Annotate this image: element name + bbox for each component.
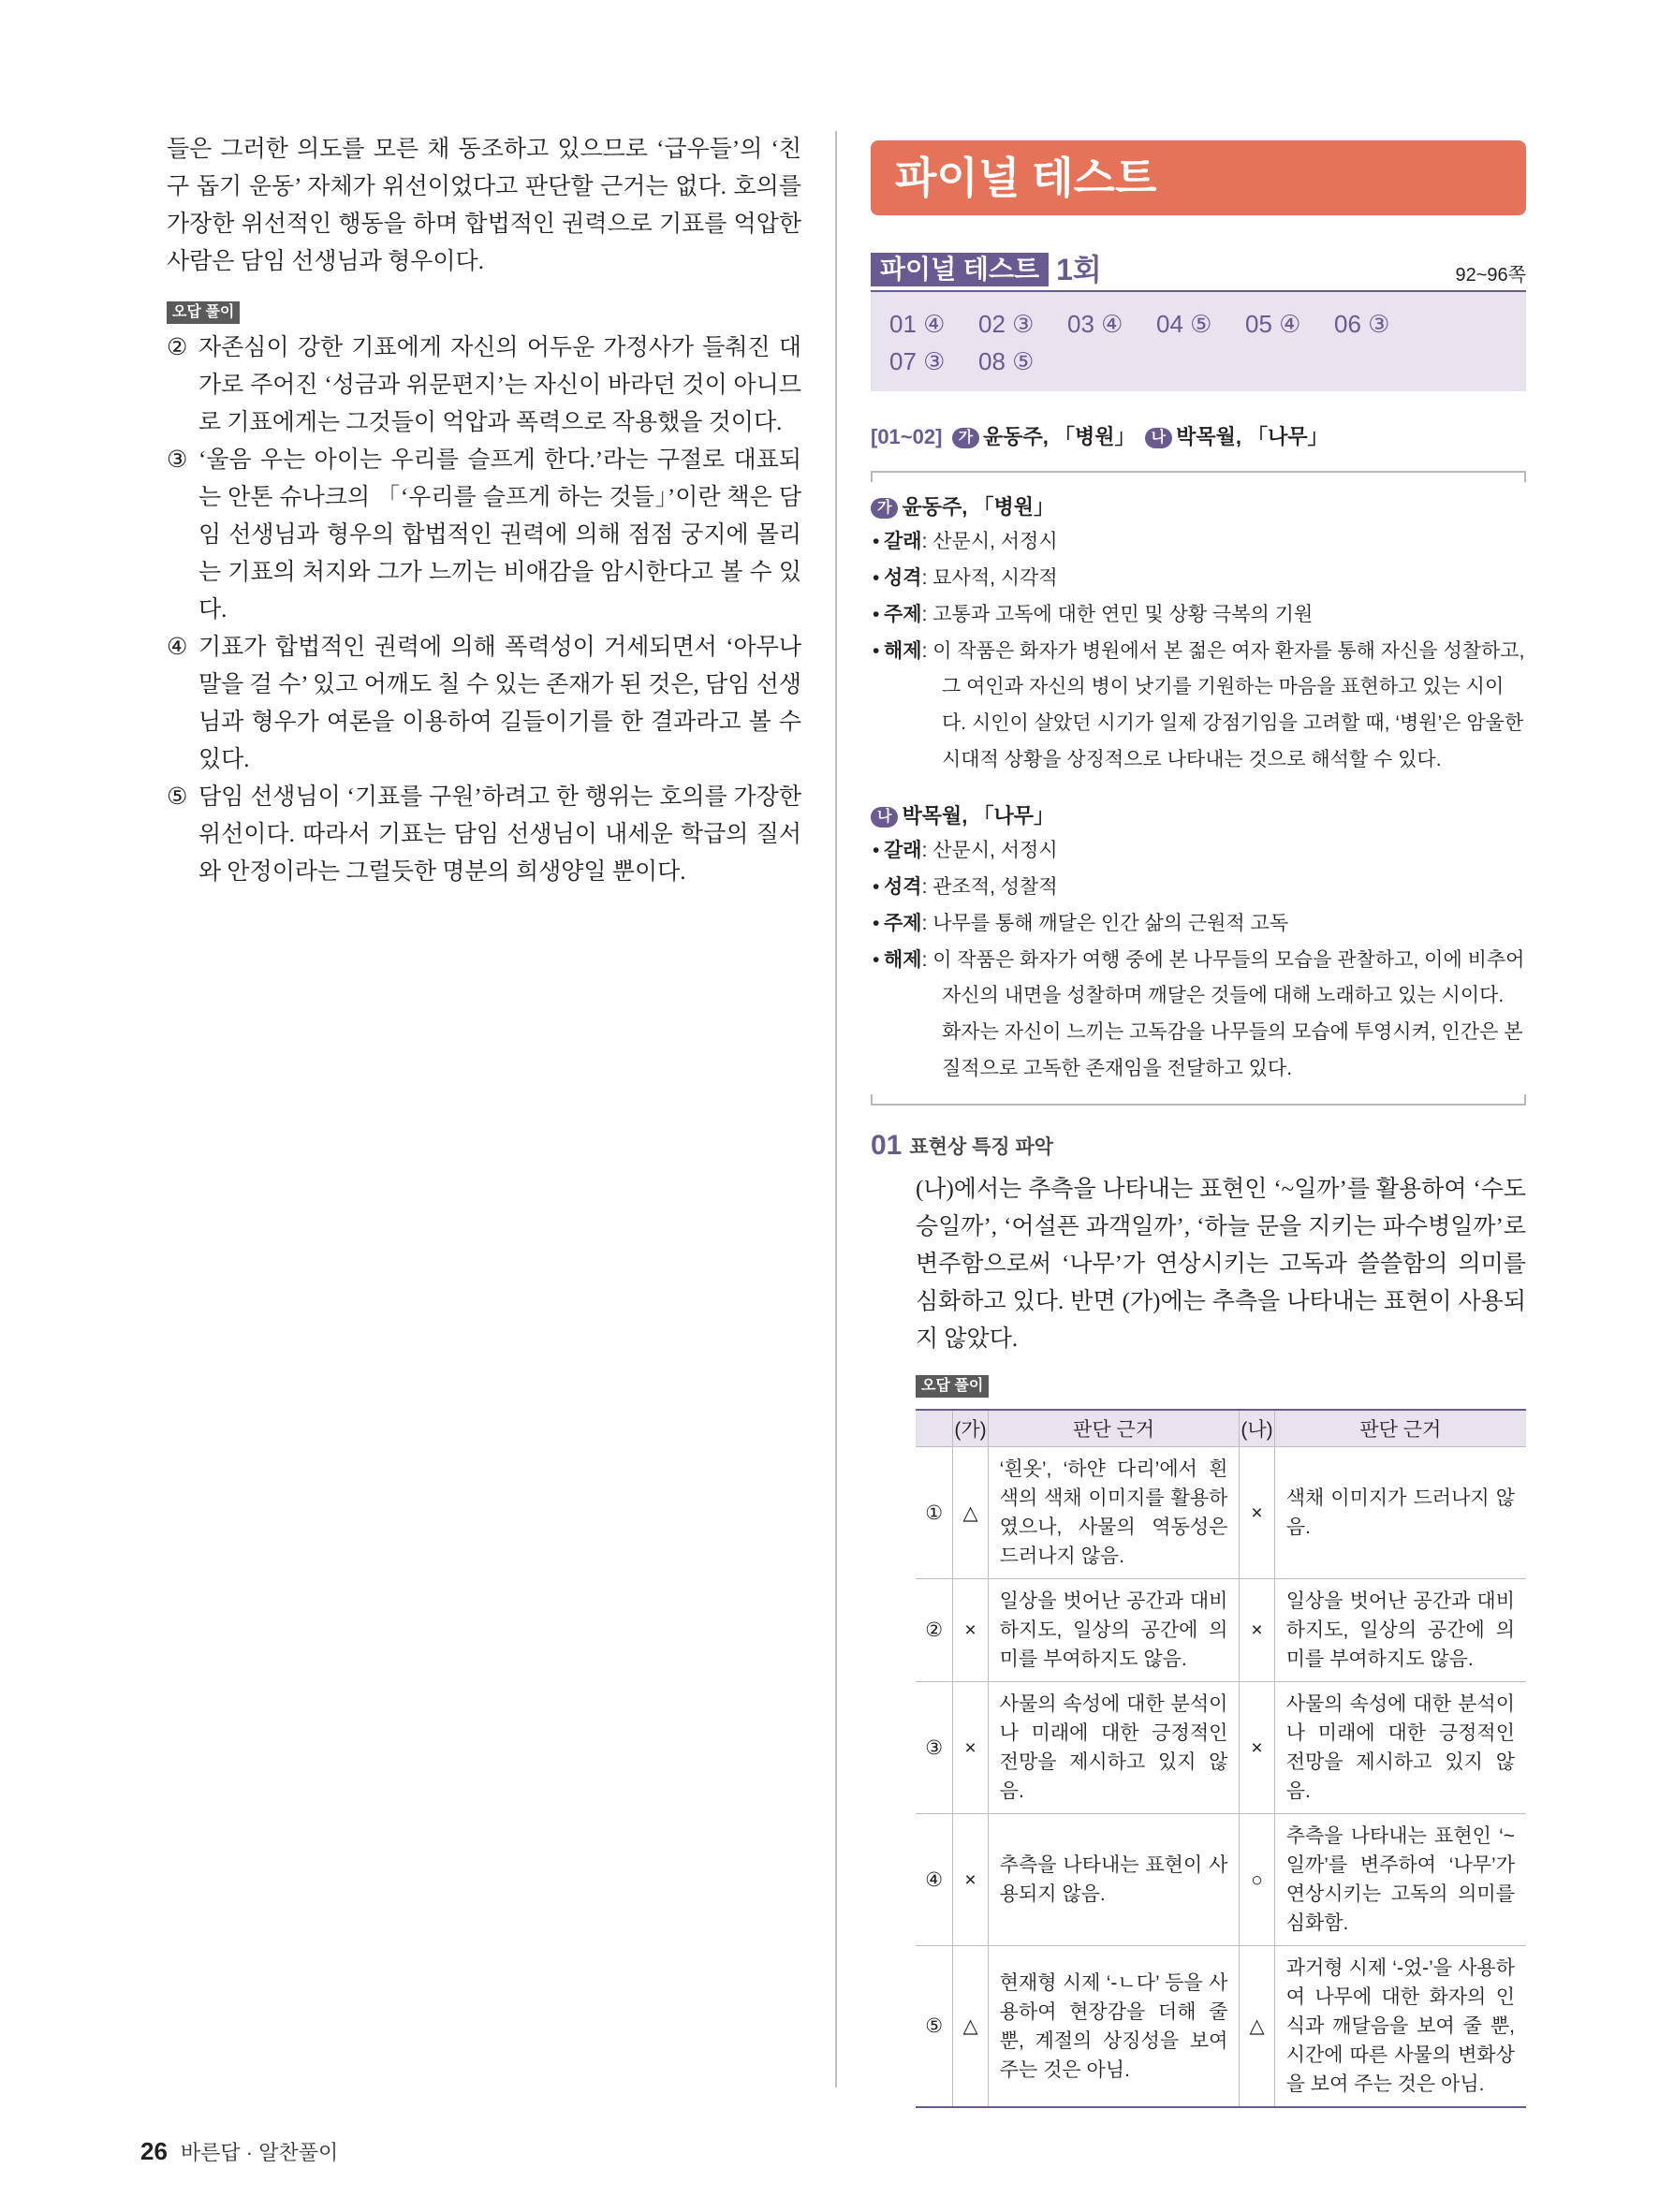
answer-item: 01 ④ [889,310,946,338]
answer-item: 05 ④ [1245,310,1301,338]
column-divider [835,131,837,2087]
table-row: ④ × 추측을 나타내는 표현이 사용되지 않음. ○ 추측을 나타내는 표현인 ‘~일까’를 변주하여 ‘나무’가 연상시키는 고독의 의미를 심화함. [916,1814,1526,1946]
answer-item: 02 ③ [978,310,1035,338]
test-header [871,253,1526,286]
info-row: • 해제: 이 작품은 화자가 여행 중에 본 나무들의 모습을 관찰하고, 이에 비추어 [873,949,1525,971]
work-title-a: 가 윤동주, 「병원」 [871,491,1526,523]
table-header: (가) 판단 근거 (나) 판단 근거 [916,1410,1526,1447]
wrong-answer-tag: 오답 풀이 [916,1375,989,1398]
info-row: • 갈래: 산문시, 서정시 [873,531,1058,552]
explanation: (나)에서는 추측을 나타내는 표현인 ‘~일까’를 활용하여 ‘수도승일까’, ‘어설픈 과객일까’, ‘하늘 문을 지키는 파수병일까’로 변주함으로써 ‘나무’가 연상시키는 고독과 쓸쓸함의 의미를 심화하고 있다. 반면 (가)에는 추측을 나타내는 표현이 사용되지 않았다. [916,1177,1526,1352]
list-item: ④ 기표가 합법적인 권력에 의해 폭력성이 거세되면서 ‘아무나 말을 걸 수’ 있고 어깨도 칠 수 있는 존재가 된 것은, 담임 선생님과 형우가 여론을 이용하여 길들이기를 한 결과라고 볼 수 있다. [167,635,801,772]
info-row: • 주제: 고통과 고독에 대한 연민 및 상황 극복의 기원 [873,604,1314,625]
table-row: ③ × 사물의 속성에 대한 분석이나 미래에 대한 긍정적인 전망을 제시하고 있지 않음. × 사물의 속성에 대한 분석이나 미래에 대한 긍정적인 전망을 제시하고 있지 않음. [916,1682,1526,1814]
page-footer [140,2137,338,2166]
answer-item: 08 ⑤ [978,347,1035,375]
wrong-answer-tag: 오답 풀이 [167,301,240,324]
info-continuation: 그 여인과 자신의 병이 낫기를 기원하는 마음을 표현하고 있는 시이다. 시인이 살았던 시기가 일제 강점기임을 고려할 때, ‘병원’은 암울한 시대적 상황을 상징적으로 나타내는 것으로 해석할 수 있다. [942,676,1524,770]
table-row: ⑤ △ 현재형 시제 ‘-ㄴ다’ 등을 사용하여 현장감을 더해 줄 뿐, 계절의 상징성을 보여 주는 것은 아님. △ 과거형 시제 ‘-었-’을 사용하여 나무에 대한 화자의 인식과 깨달음을 보여 줄 뿐, 시간에 따른 사물의 변화상을 보여 주는 것은 아님. [916,1946,1526,2108]
section-banner: 파이널 테스트 [871,140,1526,215]
book-title: 바른답 · 알찬풀이 [180,2141,339,2164]
answer-key [871,290,1526,391]
left-column [167,131,801,891]
test-label: 파이널 테스트 [871,253,1049,286]
info-row: • 해제: 이 작품은 화자가 병원에서 본 젊은 여자 환자를 통해 자신을 성찰하고, [873,640,1525,662]
work-title-b: 나 박목월, 「나무」 [871,800,1526,832]
list-item: ② 자존심이 강한 기표에게 자신의 어두운 가정사가 들춰진 대가로 주어진 ‘성금과 위문편지’는 자신이 바라던 것이 아니므로 기표에게는 그것들이 억압과 폭력으로 작용했을 것이다. [167,335,801,435]
label-chip: 나 [1145,428,1172,448]
question-range-heading: [01~02] 가 윤동주, 「병원」 나 박목월, 「나무」 [871,425,1329,448]
label-chip: 가 [952,428,979,448]
work-info-box [871,471,1526,1106]
list-item: ⑤ 담임 선생님이 ‘기표를 구원’하려고 한 행위는 호의를 가장한 위선이다. 따라서 기표는 담임 선생님이 내세운 학급의 질서와 안정이라는 그럴듯한 명분의 희생양일 뿐이다. [167,784,801,885]
info-row: • 성격: 관조적, 성찰적 [873,876,1058,898]
answer-item: 04 ⑤ [1156,310,1212,338]
test-round: 1회 [1056,253,1102,286]
right-column [871,140,1526,2108]
info-row: • 갈래: 산문시, 서정시 [873,840,1058,861]
question-heading: 01 표현상 특징 파악 [871,1130,1054,1161]
table-row: ② × 일상을 벗어난 공간과 대비하지도, 일상의 공간에 의미를 부여하지도 않음. × 일상을 벗어난 공간과 대비하지도, 일상의 공간에 의미를 부여하지도 않음. [916,1579,1526,1682]
answer-item: 06 ③ [1334,310,1390,338]
comparison-table [916,1409,1526,2108]
info-continuation: 자신의 내면을 성찰하며 깨달은 것들에 대해 노래하고 있는 시이다. 화자는 자신이 느끼는 고독감을 나무들의 모습에 투영시켜, 인간은 본질적으로 고독한 존재임을 전달하고 있다. [942,985,1523,1079]
list-item: ③ ‘울음 우는 아이는 우리를 슬프게 한다.’라는 구절로 대표되는 안톤 슈나크의 「‘우리를 슬프게 하는 것들」’이란 책은 담임 선생님과 형우의 합법적인 권력에 의해 점점 궁지에 몰리는 기표의 처지와 그가 느끼는 비애감을 암시한다고 볼 수 있다. [167,447,801,623]
answer-item: 03 ④ [1067,310,1123,338]
page-number: 26 [140,2137,168,2165]
info-row: • 성격: 묘사적, 시각적 [873,567,1058,589]
table-row: ① △ ‘흰옷’, ‘하얀 다리’에서 흰색의 색채 이미지를 활용하였으나, 사물의 역동성은 드러나지 않음. × 색채 이미지가 드러나지 않음. [916,1447,1526,1579]
answer-item: 07 ③ [889,347,946,375]
continued-paragraph: 들은 그러한 의도를 모른 채 동조하고 있으므로 ‘급우들’의 ‘친구 돕기 운동’ 자체가 위선이었다고 판단할 근거는 없다. 호의를 가장한 위선적인 행동을 하며 합법적인 권력으로 기표를 억압한 사람은 담임 선생님과 형우이다. [167,137,801,274]
info-row: • 주제: 나무를 통해 깨달은 인간 삶의 근원적 고독 [873,913,1289,934]
page-range: 92~96쪽 [1455,265,1526,286]
